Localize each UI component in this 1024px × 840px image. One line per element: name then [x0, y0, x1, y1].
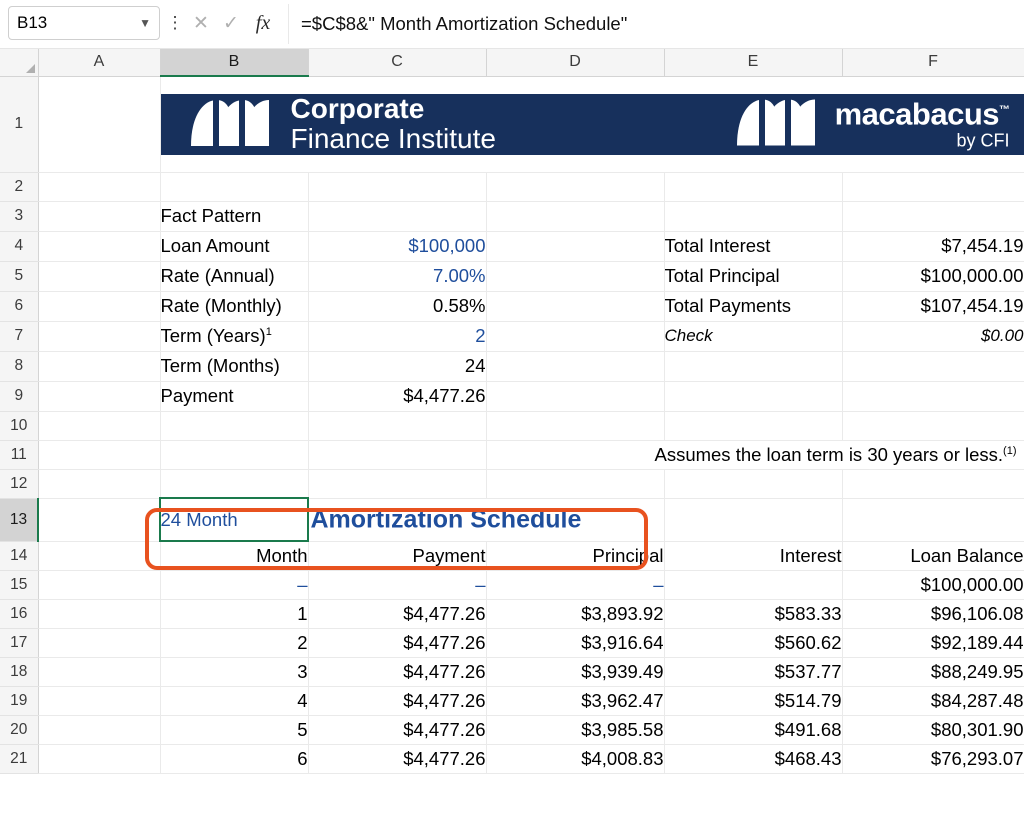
cell-d4[interactable]	[486, 231, 664, 261]
cell-a6[interactable]	[38, 291, 160, 321]
table-row	[0, 381, 1024, 411]
schedule-opening-payment[interactable]: –	[308, 570, 486, 599]
schedule-month-6[interactable]: 6	[160, 744, 308, 773]
schedule-month-4[interactable]: 4	[160, 686, 308, 715]
row-header-7[interactable]: 7	[0, 321, 38, 351]
cell-d10[interactable]	[486, 411, 664, 440]
cell-e10[interactable]	[664, 411, 842, 440]
footnote-cell[interactable]	[486, 440, 1024, 469]
fact-label-loan-amount[interactable]: Loan Amount	[160, 231, 308, 261]
row-header-18[interactable]: 18	[0, 657, 38, 686]
schedule-opening-balance[interactable]: $100,000.00	[842, 570, 1024, 599]
schedule-interest-3[interactable]: $537.77	[664, 657, 842, 686]
macabacus-line1	[834, 96, 1010, 132]
cell-f8[interactable]	[842, 351, 1024, 381]
cell-a11[interactable]	[38, 440, 160, 469]
cell-f3[interactable]	[842, 201, 1024, 231]
cell-d12[interactable]	[486, 469, 664, 498]
schedule-balance-5[interactable]: $80,301.90	[842, 715, 1024, 744]
cell-d9[interactable]	[486, 381, 664, 411]
formula-bar	[0, 0, 1024, 49]
cell-a18[interactable]	[38, 657, 160, 686]
table-row	[0, 291, 1024, 321]
schedule-title-prefix: 24 Month	[160, 508, 238, 530]
column-header-f[interactable]: F	[842, 49, 1024, 76]
cell-d3[interactable]	[486, 201, 664, 231]
cell-a3[interactable]	[38, 201, 160, 231]
schedule-interest-4[interactable]: $514.79	[664, 686, 842, 715]
cell-b10[interactable]	[160, 411, 308, 440]
table-row	[0, 570, 1024, 599]
table-row	[0, 261, 1024, 291]
cfi-wordmark	[291, 94, 496, 154]
schedule-payment-2[interactable]: $4,477.26	[308, 628, 486, 657]
cell-a13[interactable]	[38, 498, 160, 541]
schedule-interest-6[interactable]: $468.43	[664, 744, 842, 773]
cell-f9[interactable]	[842, 381, 1024, 411]
summary-value-total-principal[interactable]: $100,000.00	[842, 261, 1024, 291]
fact-value-rate-annual[interactable]: 7.00%	[308, 261, 486, 291]
column-header-d[interactable]: D	[486, 49, 664, 76]
schedule-header-loan-balance[interactable]: Loan Balance	[842, 541, 1024, 570]
schedule-interest-5[interactable]: $491.68	[664, 715, 842, 744]
fact-label-term-months[interactable]: Term (Months)	[160, 351, 308, 381]
cell-f13[interactable]	[842, 498, 1024, 541]
row-header-6[interactable]: 6	[0, 291, 38, 321]
cell-d7[interactable]	[486, 321, 664, 351]
table-row	[0, 231, 1024, 261]
cell-a8[interactable]	[38, 351, 160, 381]
schedule-principal-1[interactable]: $3,893.92	[486, 599, 664, 628]
schedule-title-overflow[interactable]	[308, 498, 664, 541]
schedule-header-payment[interactable]: Payment	[308, 541, 486, 570]
row-header-9[interactable]: 9	[0, 381, 38, 411]
cell-a14[interactable]	[38, 541, 160, 570]
cell-a20[interactable]	[38, 715, 160, 744]
macabacus-line2: by CFI	[956, 130, 1010, 151]
cell-a15[interactable]	[38, 570, 160, 599]
table-row	[0, 172, 1024, 201]
cell-b12[interactable]	[160, 469, 308, 498]
schedule-payment-5[interactable]: $4,477.26	[308, 715, 486, 744]
row-header-21[interactable]: 21	[0, 744, 38, 773]
spreadsheet-grid	[0, 49, 1024, 840]
cfi-line1: Corporate	[290, 93, 425, 125]
summary-label-total-interest[interactable]: Total Interest	[664, 231, 842, 261]
row-header-1[interactable]: 1	[0, 76, 38, 172]
row-header-20[interactable]: 20	[0, 715, 38, 744]
row-header-17[interactable]: 17	[0, 628, 38, 657]
row-header-10[interactable]: 10	[0, 411, 38, 440]
table-row	[0, 201, 1024, 231]
fact-label-rate-monthly[interactable]: Rate (Monthly)	[160, 291, 308, 321]
more-options-icon[interactable]: ⋮	[166, 13, 184, 32]
footnote-marker: 1	[265, 325, 272, 338]
cfi-line2: Finance Institute	[290, 123, 496, 155]
summary-value-total-interest[interactable]: $7,454.19	[842, 231, 1024, 261]
macabacus-name: macabacus	[834, 96, 999, 132]
cell-e13[interactable]	[664, 498, 842, 541]
summary-value-check[interactable]: $0.00	[842, 321, 1024, 351]
schedule-principal-5[interactable]: $3,985.58	[486, 715, 664, 744]
cell-a21[interactable]	[38, 744, 160, 773]
schedule-payment-6[interactable]: $4,477.26	[308, 744, 486, 773]
cell-e12[interactable]	[664, 469, 842, 498]
cell-f10[interactable]	[842, 411, 1024, 440]
fact-label-term-years-text: Term (Years)	[160, 325, 266, 346]
cell-e9[interactable]	[664, 381, 842, 411]
schedule-payment-4[interactable]: $4,477.26	[308, 686, 486, 715]
confirm-icon[interactable]: ✓	[223, 12, 239, 34]
schedule-principal-4[interactable]: $3,962.47	[486, 686, 664, 715]
cell-d2[interactable]	[486, 172, 664, 201]
fact-label-payment[interactable]: Payment	[160, 381, 308, 411]
fact-label-term-years[interactable]	[160, 321, 308, 351]
summary-label-total-payments[interactable]: Total Payments	[664, 291, 842, 321]
schedule-balance-2[interactable]: $92,189.44	[842, 628, 1024, 657]
row-header-14[interactable]: 14	[0, 541, 38, 570]
row-header-16[interactable]: 16	[0, 599, 38, 628]
cell-a4[interactable]	[38, 231, 160, 261]
macabacus-logo	[733, 94, 1010, 155]
fact-value-loan-amount[interactable]: $100,000	[308, 231, 486, 261]
schedule-header-principal[interactable]: Principal	[486, 541, 664, 570]
table-row	[0, 469, 1024, 498]
cell-f12[interactable]	[842, 469, 1024, 498]
footnote-text: Assumes the loan term is 30 years or less.	[654, 443, 1004, 465]
schedule-principal-6[interactable]: $4,008.83	[486, 744, 664, 773]
cell-e8[interactable]	[664, 351, 842, 381]
cell-c12[interactable]	[308, 469, 486, 498]
table-row	[0, 411, 1024, 440]
summary-label-check[interactable]: Check	[664, 321, 842, 351]
row-header-13[interactable]: 13	[0, 498, 38, 541]
fact-value-term-years[interactable]: 2	[308, 321, 486, 351]
fact-value-term-months[interactable]: 24	[308, 351, 486, 381]
cell-e2[interactable]	[664, 172, 842, 201]
table-row	[0, 76, 1024, 172]
row-header-3[interactable]: 3	[0, 201, 38, 231]
macabacus-wordmark	[834, 96, 1010, 151]
cfi-logo	[187, 94, 496, 155]
schedule-payment-1[interactable]: $4,477.26	[308, 599, 486, 628]
table-row	[0, 686, 1024, 715]
schedule-opening-interest[interactable]	[664, 570, 842, 599]
column-header-e[interactable]: E	[664, 49, 842, 76]
row-header-11[interactable]: 11	[0, 440, 38, 469]
table-row	[0, 440, 1024, 469]
name-box-value: B13	[17, 13, 48, 32]
row-header-15[interactable]: 15	[0, 570, 38, 599]
cell-a9[interactable]	[38, 381, 160, 411]
cell-b11[interactable]	[160, 440, 308, 469]
name-box[interactable]	[8, 6, 160, 40]
table-row	[0, 744, 1024, 773]
trademark-symbol: ™	[999, 104, 1010, 117]
fact-value-payment[interactable]: $4,477.26	[308, 381, 486, 411]
cell-a19[interactable]	[38, 686, 160, 715]
column-header-a[interactable]: A	[38, 49, 160, 76]
schedule-balance-1[interactable]: $96,106.08	[842, 599, 1024, 628]
schedule-title-rest: Amortization Schedule	[310, 505, 582, 533]
row-header-12[interactable]: 12	[0, 469, 38, 498]
schedule-month-5[interactable]: 5	[160, 715, 308, 744]
table-row	[0, 541, 1024, 570]
cell-c10[interactable]	[308, 411, 486, 440]
chevron-down-icon[interactable]: ▼	[139, 16, 151, 30]
cell-a10[interactable]	[38, 411, 160, 440]
schedule-principal-2[interactable]: $3,916.64	[486, 628, 664, 657]
row-header-2[interactable]: 2	[0, 172, 38, 201]
schedule-header-interest[interactable]: Interest	[664, 541, 842, 570]
schedule-balance-3[interactable]: $88,249.95	[842, 657, 1024, 686]
schedule-payment-3[interactable]: $4,477.26	[308, 657, 486, 686]
cancel-icon[interactable]: ✕	[193, 12, 209, 34]
cell-a16[interactable]	[38, 599, 160, 628]
table-row	[0, 321, 1024, 351]
cell-c2[interactable]	[308, 172, 486, 201]
fact-label-rate-annual[interactable]: Rate (Annual)	[160, 261, 308, 291]
footnote-superscript: (1)	[1003, 444, 1017, 457]
brand-banner	[161, 94, 1024, 155]
column-header-row	[0, 49, 1024, 76]
cell-c3[interactable]	[308, 201, 486, 231]
cell-c11[interactable]	[308, 440, 486, 469]
schedule-month-2[interactable]: 2	[160, 628, 308, 657]
fact-pattern-title[interactable]: Fact Pattern	[160, 201, 308, 231]
cell-d5[interactable]	[486, 261, 664, 291]
table-row	[0, 351, 1024, 381]
schedule-principal-3[interactable]: $3,939.49	[486, 657, 664, 686]
schedule-month-3[interactable]: 3	[160, 657, 308, 686]
summary-value-total-payments[interactable]: $107,454.19	[842, 291, 1024, 321]
insert-function-icon[interactable]: fx	[255, 11, 271, 34]
formula-input[interactable]: =$C$8&" Month Amortization Schedule"	[288, 4, 1024, 44]
table-row	[0, 657, 1024, 686]
cell-e3[interactable]	[664, 201, 842, 231]
cell-a2[interactable]	[38, 172, 160, 201]
schedule-interest-1[interactable]: $583.33	[664, 599, 842, 628]
schedule-title-cell[interactable]	[160, 498, 308, 541]
cell-a17[interactable]	[38, 628, 160, 657]
schedule-balance-6[interactable]: $76,293.07	[842, 744, 1024, 773]
schedule-opening-principal[interactable]: –	[486, 570, 664, 599]
schedule-opening-month[interactable]: –	[160, 570, 308, 599]
fact-value-rate-monthly[interactable]: 0.58%	[308, 291, 486, 321]
table-row	[0, 628, 1024, 657]
table-row	[0, 715, 1024, 744]
summary-label-total-principal[interactable]: Total Principal	[664, 261, 842, 291]
cell-a12[interactable]	[38, 469, 160, 498]
cell-a5[interactable]	[38, 261, 160, 291]
macabacus-waves-icon	[733, 94, 819, 155]
cell-banner[interactable]	[160, 76, 1024, 172]
select-all-corner[interactable]	[0, 49, 38, 76]
column-header-b[interactable]: B	[160, 49, 308, 76]
table-row	[0, 599, 1024, 628]
row-header-4[interactable]: 4	[0, 231, 38, 261]
table-row	[0, 498, 1024, 541]
cell-d6[interactable]	[486, 291, 664, 321]
row-header-19[interactable]: 19	[0, 686, 38, 715]
cell-d8[interactable]	[486, 351, 664, 381]
schedule-interest-2[interactable]: $560.62	[664, 628, 842, 657]
row-header-8[interactable]: 8	[0, 351, 38, 381]
cell-a7[interactable]	[38, 321, 160, 351]
schedule-balance-4[interactable]: $84,287.48	[842, 686, 1024, 715]
cell-f2[interactable]	[842, 172, 1024, 201]
column-header-c[interactable]: C	[308, 49, 486, 76]
row-header-5[interactable]: 5	[0, 261, 38, 291]
cfi-waves-icon	[187, 94, 273, 155]
cell-b2[interactable]	[160, 172, 308, 201]
schedule-header-month[interactable]: Month	[160, 541, 308, 570]
cell-a1[interactable]	[38, 76, 160, 172]
schedule-month-1[interactable]: 1	[160, 599, 308, 628]
